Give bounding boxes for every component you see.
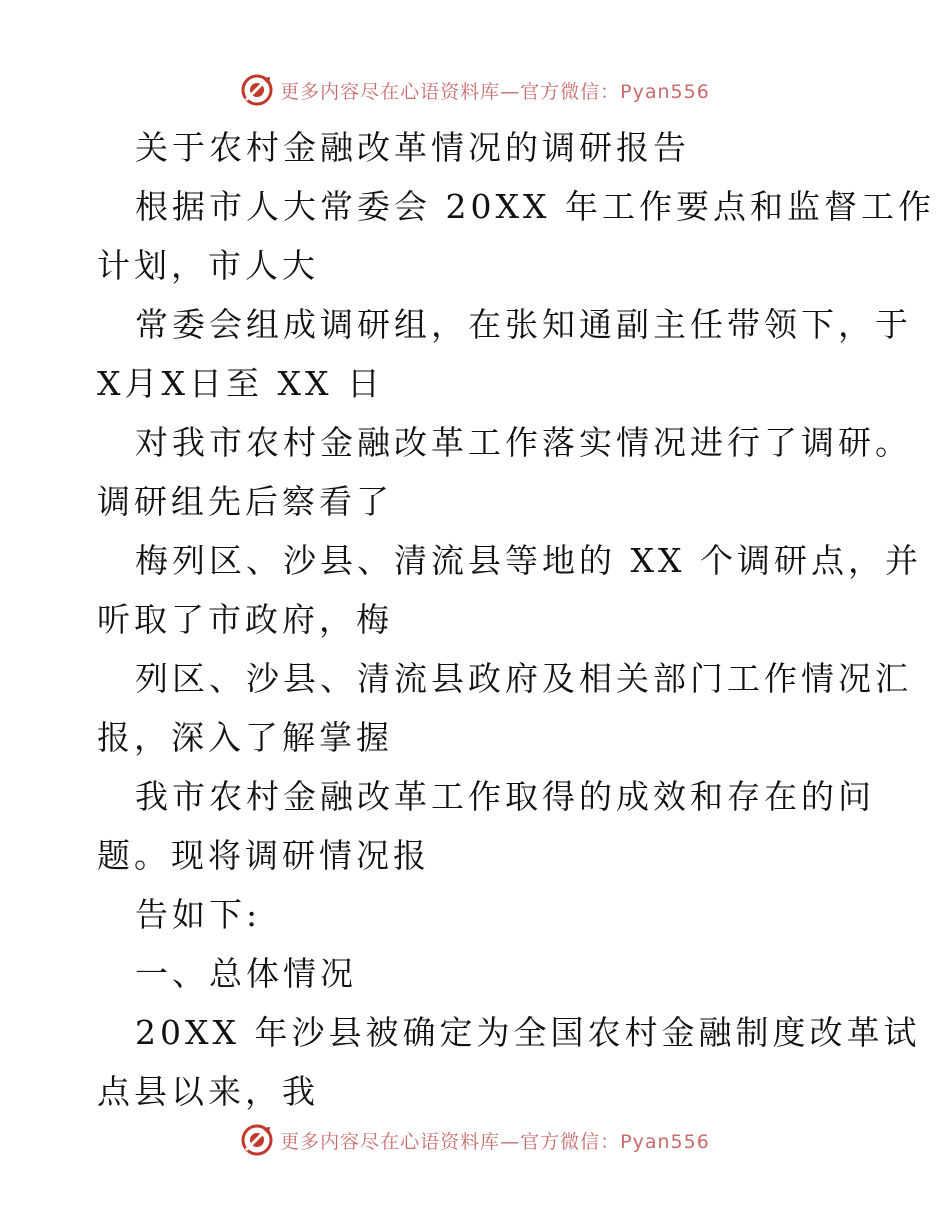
brand-logo-icon (240, 73, 274, 107)
document-body (97, 118, 935, 1121)
document-line: 我市农村金融改革工作取得的成效和存在的问 (135, 777, 875, 816)
document-line: 报，深入了解掌握 (97, 718, 393, 757)
document-line: 梅列区、沙县、清流县等地的 XX 个调研点，并 (135, 541, 922, 580)
document-line: 计划，市人大 (97, 246, 319, 285)
document-line: 调研组先后察看了 (97, 482, 393, 521)
document-line: 常委会组成调研组，在张知通副主任带领下，于 (135, 305, 912, 344)
header-watermark-text: 更多内容尽在心语资料库—官方微信：Pyan556 (280, 80, 710, 103)
document-line: 关于农村金融改革情况的调研报告 (135, 128, 690, 167)
footer-watermark (0, 1120, 950, 1160)
document-line: 列区、沙县、清流县政府及相关部门工作情况汇 (135, 659, 912, 698)
document-line: X月X日至 XX 日 (97, 364, 384, 403)
footer-watermark-text: 更多内容尽在心语资料库—官方微信：Pyan556 (280, 1130, 710, 1153)
document-line: 告如下: (135, 895, 262, 934)
document-line: 一、总体情况 (135, 954, 357, 993)
document-line: 根据市人大常委会 20XX 年工作要点和监督工作 (135, 187, 935, 226)
document-line: 20XX 年沙县被确定为全国农村金融制度改革试 (135, 1013, 921, 1052)
brand-logo-icon (240, 1123, 274, 1157)
header-watermark (0, 70, 950, 110)
document-line: 题。现将调研情况报 (97, 836, 430, 875)
document-line: 点县以来，我 (97, 1072, 319, 1111)
document-line: 听取了市政府，梅 (97, 600, 393, 639)
document-line: 对我市农村金融改革工作落实情况进行了调研。 (135, 423, 912, 462)
